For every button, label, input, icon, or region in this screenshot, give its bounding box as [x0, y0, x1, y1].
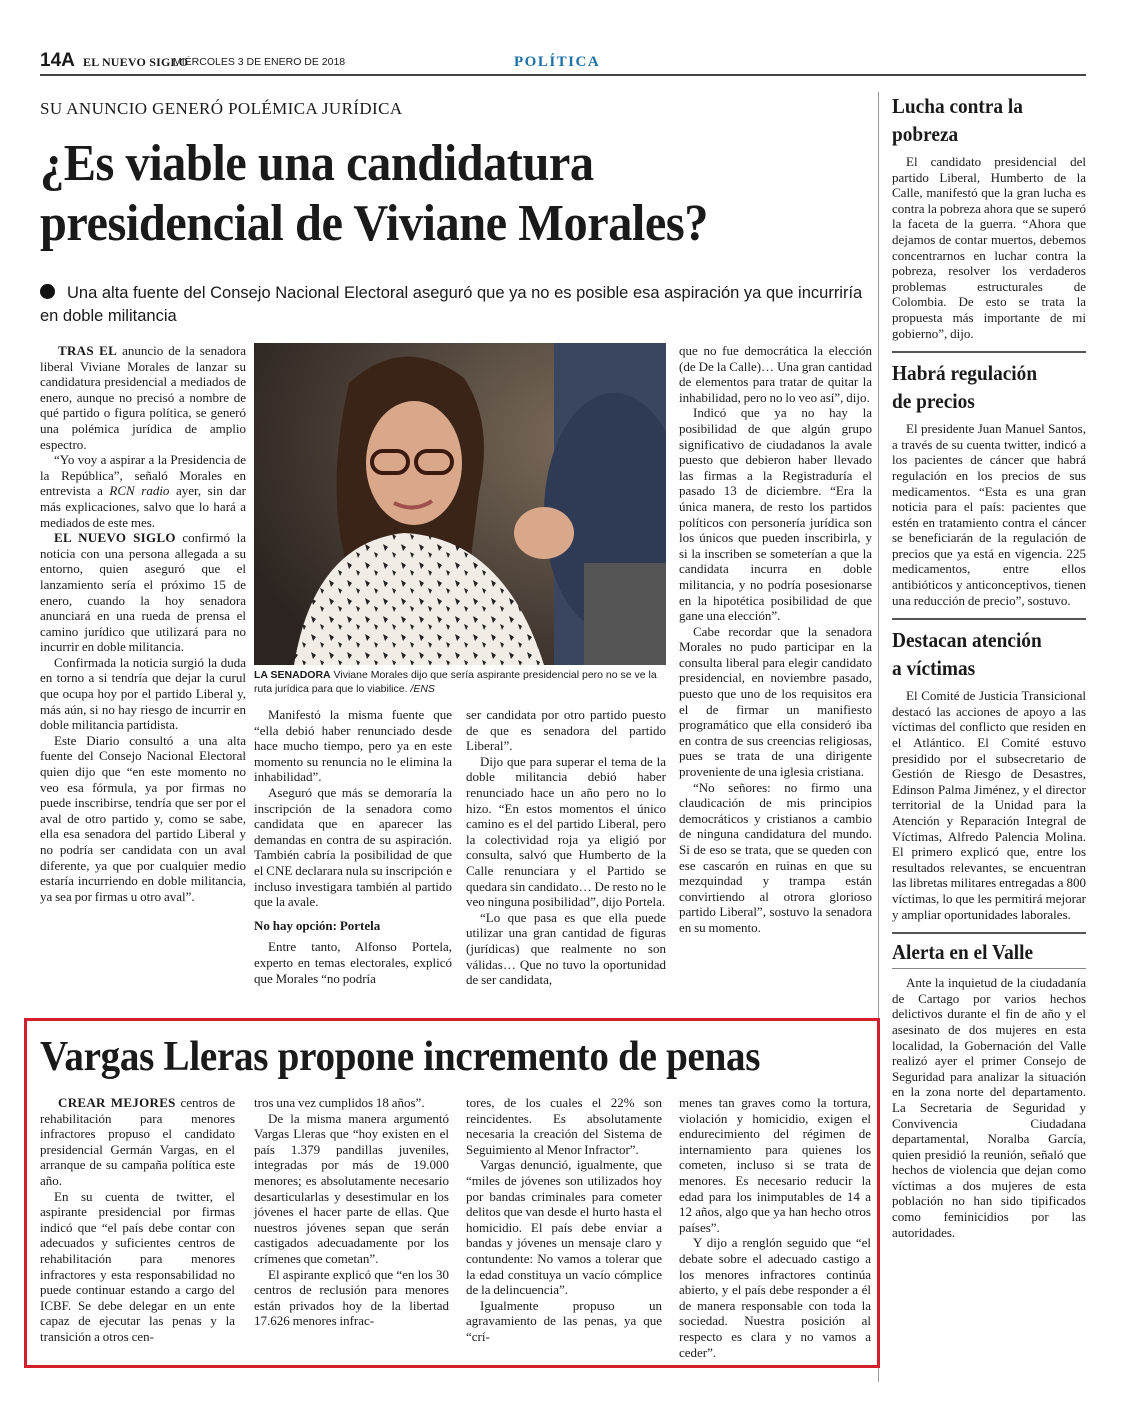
lead-in: EL NUEVO SIGLO	[54, 530, 176, 546]
paragraph-text: anuncio de la senadora liberal Viviane Morales de lanzar su candidatura presidencial a mediados de enero, aunque no precisó a nombre de qué partido o figura política, se generó una polémica jurídica de amplio espectro.	[40, 343, 246, 452]
sidebar-title: Lucha contra la pobreza	[892, 94, 1023, 146]
paragraph-text: “Yo voy a aspirar a la Presidencia de la República”, señaló Morales en entrevista a	[40, 452, 246, 499]
sidebar-rule	[892, 351, 1086, 353]
sidebar-text: El candidato presidencial del partido Liberal, Humberto de la Calle, manifestó que la gran lucha es contra la pobreza ahora que se superó la faceta de la guerra. “Ahora que dejamos de contar muertos, debemos concentrarnos en luchar contra la pobreza, resolver los verdaderos problemas estructurales de Colombia. De esto se trata la propuesta más importante de mi gobierno”, dijo.	[892, 154, 1086, 341]
paragraph: Manifestó la misma fuente que “ella debió haber renunciado desde hace mucho tiempo, pero ya en este momento su renuncia no le elimina la inhabilidad”.	[254, 707, 452, 785]
lead-in: CREAR MEJORES	[58, 1095, 176, 1110]
section-name: POLÍTICA	[514, 54, 601, 70]
paragraph-text: centros de rehabilitación para menores infractores propuso el candidato presidencial Germán Vargas, en el arranque de su campaña política este año.	[40, 1095, 235, 1188]
paragraph: ser candidata por otro partido puesto de que es senadora del partido Liberal”.	[466, 707, 666, 754]
paragraph: tores, de los cuales el 22% son reincidentes. Es absolutamente necesaria la creación del Sistema de Seguimiento al Menor Infractor”.	[466, 1095, 662, 1157]
sidebar-title: Alerta en el Valle	[892, 940, 1034, 965]
paragraph: Cabe recordar que la senadora Morales no pudo participar en la consulta liberal para elegir candidato presidencial, en noviembre pasado, puesto que uno de los requisitos era el de firmar un manifiesto programático que ella consideró iba en contra de sus creencias religiosas, pues se trata de una dirigente proveniente de una iglesia cristiana.	[679, 623, 872, 780]
article-photo	[254, 343, 666, 665]
vargas-column-1	[40, 1095, 235, 1345]
bullet-icon	[40, 284, 55, 299]
vargas-headline: Vargas Lleras propone incremento de penas	[40, 1034, 761, 1080]
sidebar-text: Ante la inquietud de la ciudadanía de Cartago por varios hechos delictivos durante el fin de año y el asesinato de dos mujeres en esta localidad, la Gobernación del Valle realizó ayer el primer Consejo de Seguridad para analizar la situación en la zona norte del departamento. La Secretaria de Seguridad y Convivencia Ciudadana departamental, Noralba García, quien presidió la reunión, señaló que hechos de violencia que dejan como víctimas a dos mujeres de esta población no han sido tipificados como feminicidios por las autoridades.	[892, 975, 1086, 1240]
paragraph: Indicó que ya no hay la posibilidad de que algún grupo significativo de ciudadanos la avale puesto que debieron haber llevado las firmas a la Registraduría el pasado 13 de diciembre. “Era la única manera, de resto los partidos políticos con personería jurídica son los únicos que pueden inscribirla, y si la inscriben se someterían a que la candidata incurra en doble militancia, y no podría posesionarse en la hipotética posibilidad de que gane una elección”.	[679, 405, 872, 624]
vargas-column-3	[466, 1095, 662, 1345]
paragraph: Y dijo a renglón seguido que “el debate sobre el adecuado castigo a los menores infractores continúa abierto, y el país debe responder a él de manera responsable con toda la sociedad. Nuestra posición al respecto es clara y no vamos a ceder”.	[679, 1235, 871, 1360]
paragraph: En su cuenta de twitter, el aspirante presidencial por firmas indicó que “el país debe contar con adecuados y suficientes centros de rehabilitación para menores infractores y esta responsabilidad no puede continuar estando a cargo del ICBF. Se debe delegar en un ente capaz de ejecutar las penas y la transición a otros cen-	[40, 1188, 235, 1344]
page-number: 14A	[40, 50, 75, 71]
paragraph	[40, 343, 246, 452]
article-deck	[40, 282, 875, 328]
paragraph: Entre tanto, Alfonso Portela, experto en temas electorales, explicó que Morales “no podría	[254, 939, 452, 986]
sidebar-text: El presidente Juan Manuel Santos, a través de su cuenta twitter, indicó a los pacientes de cáncer que habrá regulación en los precios de sus medicamentos. “Esta es una gran noticia para el país: pacientes que estén en tratamiento contra el cáncer se beneficiarán de la regulación de precios que ya está en vigencia. 225 medicamentos, entre ellos antibióticos y anticonceptivos, tienen una reducción de precio”, sostuvo.	[892, 421, 1086, 608]
article-column-2	[254, 707, 452, 986]
article-headline: ¿Es viable una candidatura presidencial de Viviane Morales?	[40, 135, 708, 252]
sidebar-title: Destacan atención a víctimas	[892, 628, 1042, 681]
photo-caption	[254, 668, 666, 696]
newspaper-name: EL NUEVO SIGLO	[83, 55, 189, 69]
photo-credit: /ENS	[407, 683, 435, 695]
issue-date: MIÉRCOLES 3 DE ENERO DE 2018	[173, 56, 346, 68]
paragraph: tros una vez cumplidos 18 años”.	[254, 1095, 425, 1110]
subheading: No hay opción: Portela	[254, 917, 381, 933]
paragraph-text: confirmó la noticia con una persona allegada a su entorno, quien aseguró que el lanzamiento sería el próximo 15 de enero, cuando la hoy senadora anunciará en una rueda de prensa el camino jurídico que utilizará para no incurrir en doble militancia.	[40, 530, 246, 655]
senator-photo	[254, 343, 666, 665]
article-column-3	[466, 707, 666, 988]
article-kicker: SU ANUNCIO GENERÓ POLÉMICA JURÍDICA	[40, 99, 403, 118]
paragraph: Confirmada la noticia surgió la duda en torno a si tendría que dejar la curul que ocupa hoy por el partido Liberal y, más aún, si no hay riesgo de incurrir en doble militancia partidista.	[40, 654, 246, 733]
paragraph	[40, 1095, 235, 1189]
paragraph: Dijo que para superar el tema de la doble militancia debió haber renunciado hace un año pero no lo hizo. “En estos momentos el único camino es el del partido Liberal, pero la colectividad roja ya eligió por consulta, salvó que Humberto de la Calle renunciara y el Partido se quedara sin candidato… De resto no le veo ninguna posibilidad”, dijo Portela.	[466, 753, 666, 910]
paragraph: Aseguró que más se demoraría la inscripción de la senadora como candidata que en aparecer las demandas en contra de su aspiración. También cabría la posibilidad de que el CNE declarara nula su inscripción e incluso investigara también al partido que la avale.	[254, 784, 452, 910]
sidebar-rule	[892, 618, 1086, 620]
sidebar-title: Habrá regulación de precios	[892, 361, 1038, 414]
paragraph: El aspirante explicó que “en los 30 centros de reclusión para menores están privados hoy de la libertad 17.626 menores infrac-	[254, 1266, 449, 1329]
article-column-1	[40, 343, 246, 904]
vargas-column-4	[679, 1095, 871, 1360]
lead-in: TRAS EL	[58, 343, 118, 358]
article-column-4	[679, 343, 872, 936]
caption-text: Viviane Morales dijo que sería aspirante presidencial pero no se ve la ruta jurídica para que lo viabilice.	[254, 669, 657, 695]
paragraph	[40, 452, 246, 530]
paragraph: De la misma manera argumentó Vargas Lleras que “hoy existen en el país 1.379 pandillas juveniles, integradas por más de 19.000 menores; es absolutamente necesario desarticularlas y desestimular en los jóvenes el hacer parte de ellas. Que nuestros jóvenes sepan que serán castigados adecuadamente por los crímenes que cometan”.	[254, 1110, 449, 1266]
paragraph: Este Diario consultó a una alta fuente del Consejo Nacional Electoral quien dijo que “en este momento no veo esa fórmula, ya por firmas no puede inscribirse, tendría que ser por el aval de otro partido y, como se sabe, ella esa senadora del partido Liberal y no podría ser candidata con un aval diferente, ya que por cualquier medio estaría incurriendo en doble militancia, ya sea por firmas u otro aval”.	[40, 732, 246, 904]
emphasis: RCN radio	[109, 483, 170, 499]
paragraph: Igualmente propuso un agravamiento de las penas, ya que “crí-	[466, 1297, 662, 1344]
vargas-column-2	[254, 1095, 449, 1329]
paragraph	[40, 530, 246, 655]
sidebar-rule	[892, 932, 1086, 934]
paragraph: Vargas denunció, igualmente, que “miles de jóvenes son utilizados hoy por bandas criminales para cometer delitos que van desde el hurto hasta el homicidio. El país debe enviar a bandas y jóvenes un mensaje claro y contundente: No vamos a tolerar que la edad constituya un vacío cómplice de la delincuencia”.	[466, 1157, 662, 1298]
caption-lead: LA SENADORA	[254, 669, 331, 681]
sidebar	[892, 92, 1086, 1240]
header-rule	[40, 74, 1086, 76]
paragraph: “No señores: no firmo una claudicación de mis principios democráticos y cristianos a cambio de ninguna candidatura del mundo. Si de eso se trata, que se queden con ese cascarón en ruinas en que su mezquindad y trampa están convirtiendo al otrora glorioso partido Liberal”, sostuvo la senadora en su momento.	[679, 779, 872, 935]
sidebar-text: El Comité de Justicia Transicional destacó las acciones de apoyo a las víctimas del conflicto que residen en el Atlántico. El Comité estuvo presidido por el subsecretario de Gestión de Riesgo de Desastres, Edinson Palma Jiménez, y el director territorial de la Unidad para la Atención y Reparación Integral de Víctimas, Alfredo Palencia Molina. El primero explicó que, entre los resultados relevantes, se encuentran las libretas militares entregadas a 800 víctimas, lo que les permitirá mejorar y ampliar oportunidades laborales.	[892, 688, 1086, 922]
paragraph-text: ayer, sin dar más explicaciones, salvo que lo hará a mediados de este mes.	[40, 483, 246, 530]
paragraph: menes tan graves como la tortura, violación y homicidio, exigen el endurecimiento del régimen de internamiento para quienes los cometen, incluso si se trata de menores. Es necesario reducir la edad para los inimputables de 14 a 12 años, algo que ya han hecho otros países”.	[679, 1095, 871, 1235]
paragraph: que no fue democrática la elección (de De la Calle)… Una gran cantidad de elementos para tratar de quitar la inhabilidad, pero no lo veo así”, dijo.	[679, 343, 872, 405]
sidebar-rule	[892, 968, 1086, 969]
deck-text: Una alta fuente del Consejo Nacional Electoral aseguró que ya no es posible esa aspiración ya que incurriría en doble militancia	[40, 284, 863, 325]
paragraph: “Lo que pasa es que ella puede utilizar una gran cantidad de figuras (jurídicas) que realmente no son válidas… Que no tuvo la oportunidad de ser candidata,	[466, 909, 666, 988]
